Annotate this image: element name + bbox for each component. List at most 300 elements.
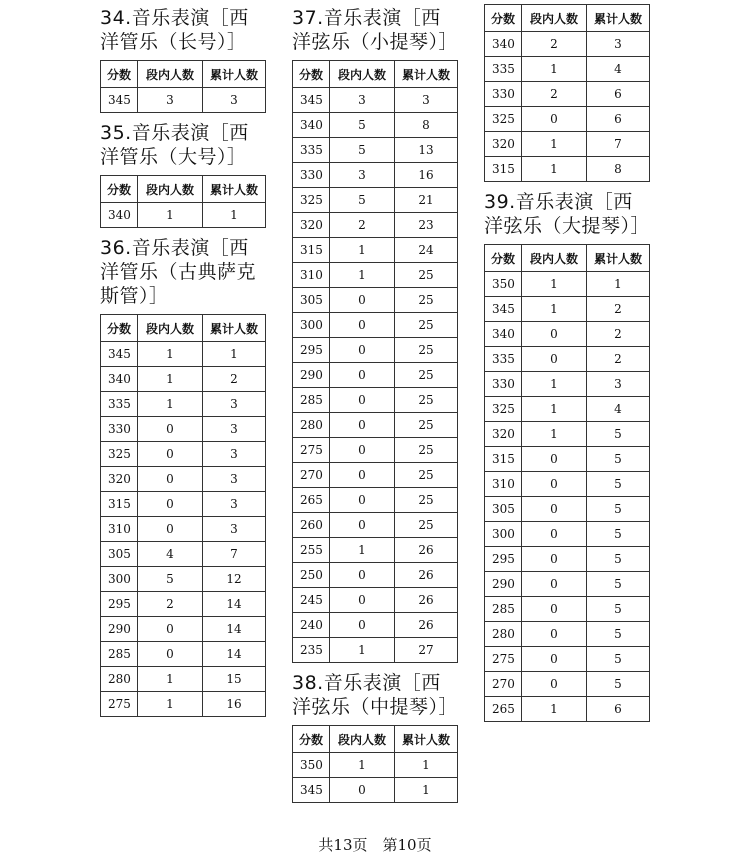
- table-row: [485, 107, 650, 132]
- table-header-row: [101, 176, 266, 203]
- table-row: [485, 132, 650, 157]
- cell-score: 245: [293, 588, 330, 613]
- score-table-38: [292, 725, 458, 803]
- cell-cumulative-count: 1: [587, 272, 650, 297]
- table-row: [485, 472, 650, 497]
- cell-cumulative-count: 7: [587, 132, 650, 157]
- table-row: [293, 288, 458, 313]
- header-score: 分数: [293, 726, 330, 753]
- cell-score: 325: [101, 442, 138, 467]
- table-row: [293, 163, 458, 188]
- cell-cumulative-count: 3: [203, 88, 266, 113]
- header-cumulative-count: 累计人数: [203, 61, 266, 88]
- cell-score: 310: [293, 263, 330, 288]
- table-row: [101, 442, 266, 467]
- cell-cumulative-count: 25: [395, 438, 458, 463]
- column-1: [100, 6, 268, 725]
- header-segment-count: 段内人数: [138, 315, 203, 342]
- cell-segment-count: 0: [138, 492, 203, 517]
- header-score: 分数: [101, 61, 138, 88]
- cell-score: 345: [101, 88, 138, 113]
- table-header-row: [101, 315, 266, 342]
- header-cumulative-count: 累计人数: [203, 176, 266, 203]
- cell-score: 320: [101, 467, 138, 492]
- header-score: 分数: [293, 61, 330, 88]
- cell-score: 265: [485, 697, 522, 722]
- cell-score: 335: [101, 392, 138, 417]
- cell-score: 285: [101, 642, 138, 667]
- cell-cumulative-count: 8: [587, 157, 650, 182]
- cell-score: 345: [485, 297, 522, 322]
- section-title-39: 39.音乐表演［西洋弦乐（大提琴）］: [484, 191, 651, 237]
- header-score: 分数: [485, 245, 522, 272]
- cell-cumulative-count: 5: [587, 597, 650, 622]
- cell-segment-count: 1: [522, 272, 587, 297]
- cell-score: 340: [485, 322, 522, 347]
- cell-cumulative-count: 14: [203, 592, 266, 617]
- cell-segment-count: 0: [330, 463, 395, 488]
- table-row: [101, 367, 266, 392]
- cell-score: 330: [101, 417, 138, 442]
- cell-cumulative-count: 3: [203, 417, 266, 442]
- section-title-38: 38.音乐表演［西洋弦乐（中提琴）］: [292, 672, 459, 718]
- cell-segment-count: 5: [330, 188, 395, 213]
- cell-score: 300: [485, 522, 522, 547]
- cell-cumulative-count: 25: [395, 513, 458, 538]
- cell-segment-count: 1: [522, 297, 587, 322]
- table-row: [485, 572, 650, 597]
- table-row: [101, 492, 266, 517]
- table-header-row: [293, 61, 458, 88]
- cell-cumulative-count: 2: [587, 347, 650, 372]
- cell-segment-count: 1: [522, 397, 587, 422]
- table-row: [101, 542, 266, 567]
- cell-segment-count: 1: [138, 667, 203, 692]
- cell-segment-count: 0: [330, 363, 395, 388]
- table-row: [293, 588, 458, 613]
- cell-segment-count: 0: [522, 347, 587, 372]
- cell-segment-count: 1: [138, 203, 203, 228]
- cell-cumulative-count: 25: [395, 488, 458, 513]
- cell-score: 285: [485, 597, 522, 622]
- cell-score: 300: [293, 313, 330, 338]
- table-row: [101, 617, 266, 642]
- table-row: [485, 32, 650, 57]
- cell-score: 345: [293, 778, 330, 803]
- cell-segment-count: 0: [138, 517, 203, 542]
- cell-segment-count: 0: [138, 442, 203, 467]
- cell-cumulative-count: 3: [203, 442, 266, 467]
- cell-cumulative-count: 3: [395, 88, 458, 113]
- cell-score: 330: [293, 163, 330, 188]
- cell-segment-count: 0: [330, 313, 395, 338]
- section-title-35: 35.音乐表演［西洋管乐（大号）］: [100, 122, 249, 168]
- cell-segment-count: 0: [330, 563, 395, 588]
- cell-cumulative-count: 3: [587, 32, 650, 57]
- table-row: [485, 647, 650, 672]
- cell-score: 340: [485, 32, 522, 57]
- cell-segment-count: 0: [138, 642, 203, 667]
- table-row: [293, 513, 458, 538]
- header-segment-count: 段内人数: [138, 61, 203, 88]
- table-row: [485, 57, 650, 82]
- cell-cumulative-count: 14: [203, 617, 266, 642]
- cell-segment-count: 1: [330, 538, 395, 563]
- cell-cumulative-count: 25: [395, 313, 458, 338]
- table-row: [485, 697, 650, 722]
- cell-score: 260: [293, 513, 330, 538]
- cell-cumulative-count: 1: [395, 753, 458, 778]
- cell-cumulative-count: 2: [587, 322, 650, 347]
- table-row: [293, 778, 458, 803]
- section-title-37: 37.音乐表演［西洋弦乐（小提琴）］: [292, 7, 459, 53]
- cell-score: 310: [485, 472, 522, 497]
- cell-score: 345: [101, 342, 138, 367]
- cell-segment-count: 0: [522, 522, 587, 547]
- cell-score: 295: [485, 547, 522, 572]
- cell-cumulative-count: 4: [587, 57, 650, 82]
- table-row: [293, 313, 458, 338]
- cell-segment-count: 0: [138, 417, 203, 442]
- cell-cumulative-count: 5: [587, 647, 650, 672]
- cell-score: 305: [293, 288, 330, 313]
- table-row: [101, 467, 266, 492]
- table-row: [293, 263, 458, 288]
- table-row: [101, 342, 266, 367]
- cell-score: 325: [485, 397, 522, 422]
- cell-cumulative-count: 5: [587, 672, 650, 697]
- cell-segment-count: 0: [522, 647, 587, 672]
- cell-score: 320: [485, 132, 522, 157]
- header-score: 分数: [101, 315, 138, 342]
- cell-cumulative-count: 15: [203, 667, 266, 692]
- cell-segment-count: 0: [522, 447, 587, 472]
- cell-segment-count: 0: [522, 672, 587, 697]
- cell-segment-count: 0: [522, 472, 587, 497]
- cell-score: 280: [485, 622, 522, 647]
- cell-score: 345: [293, 88, 330, 113]
- cell-score: 255: [293, 538, 330, 563]
- table-row: [485, 622, 650, 647]
- cell-segment-count: 1: [330, 238, 395, 263]
- cell-segment-count: 2: [522, 82, 587, 107]
- cell-cumulative-count: 26: [395, 538, 458, 563]
- cell-score: 280: [293, 413, 330, 438]
- cell-score: 290: [293, 363, 330, 388]
- cell-score: 295: [101, 592, 138, 617]
- header-segment-count: 段内人数: [330, 726, 395, 753]
- section-title-34: 34.音乐表演［西洋管乐（长号）］: [100, 7, 249, 53]
- cell-cumulative-count: 3: [203, 492, 266, 517]
- header-segment-count: 段内人数: [138, 176, 203, 203]
- score-table-38-continued: [484, 4, 650, 182]
- score-table-35: [100, 175, 266, 228]
- cell-cumulative-count: 3: [203, 517, 266, 542]
- page-footer: 共13页 第10页: [318, 836, 432, 854]
- cell-score: 305: [485, 497, 522, 522]
- cell-segment-count: 1: [330, 263, 395, 288]
- table-row: [293, 463, 458, 488]
- cell-cumulative-count: 16: [203, 692, 266, 717]
- table-row: [485, 672, 650, 697]
- cell-score: 325: [293, 188, 330, 213]
- table-row: [101, 692, 266, 717]
- table-row: [485, 347, 650, 372]
- cell-segment-count: 0: [522, 622, 587, 647]
- table-row: [485, 397, 650, 422]
- cell-score: 235: [293, 638, 330, 663]
- cell-segment-count: 0: [330, 588, 395, 613]
- table-row: [101, 567, 266, 592]
- cell-segment-count: 0: [522, 497, 587, 522]
- cell-score: 330: [485, 372, 522, 397]
- cell-segment-count: 1: [138, 342, 203, 367]
- table-row: [293, 113, 458, 138]
- cell-segment-count: 2: [330, 213, 395, 238]
- table-row: [293, 438, 458, 463]
- cell-score: 315: [101, 492, 138, 517]
- cell-cumulative-count: 25: [395, 388, 458, 413]
- cell-score: 325: [485, 107, 522, 132]
- cell-segment-count: 5: [138, 567, 203, 592]
- cell-cumulative-count: 25: [395, 463, 458, 488]
- cell-segment-count: 5: [330, 113, 395, 138]
- cell-score: 320: [293, 213, 330, 238]
- cell-score: 275: [101, 692, 138, 717]
- cell-cumulative-count: 3: [203, 392, 266, 417]
- cell-segment-count: 1: [522, 372, 587, 397]
- cell-segment-count: 0: [522, 322, 587, 347]
- cell-cumulative-count: 5: [587, 547, 650, 572]
- cell-segment-count: 0: [138, 617, 203, 642]
- header-cumulative-count: 累计人数: [395, 61, 458, 88]
- cell-score: 305: [101, 542, 138, 567]
- cell-score: 295: [293, 338, 330, 363]
- cell-cumulative-count: 25: [395, 263, 458, 288]
- cell-score: 350: [485, 272, 522, 297]
- table-row: [101, 392, 266, 417]
- table-row: [485, 597, 650, 622]
- cell-cumulative-count: 16: [395, 163, 458, 188]
- table-row: [485, 422, 650, 447]
- header-cumulative-count: 累计人数: [587, 5, 650, 32]
- cell-score: 350: [293, 753, 330, 778]
- cell-cumulative-count: 6: [587, 82, 650, 107]
- header-score: 分数: [101, 176, 138, 203]
- cell-score: 335: [293, 138, 330, 163]
- cell-cumulative-count: 1: [395, 778, 458, 803]
- table-row: [101, 203, 266, 228]
- cell-score: 275: [293, 438, 330, 463]
- cell-score: 240: [293, 613, 330, 638]
- table-row: [293, 188, 458, 213]
- header-score: 分数: [485, 5, 522, 32]
- cell-cumulative-count: 5: [587, 472, 650, 497]
- cell-segment-count: 1: [522, 422, 587, 447]
- table-row: [293, 538, 458, 563]
- table-header-row: [485, 245, 650, 272]
- table-header-row: [293, 726, 458, 753]
- cell-cumulative-count: 3: [203, 467, 266, 492]
- table-row: [293, 338, 458, 363]
- table-row: [293, 213, 458, 238]
- table-row: [485, 82, 650, 107]
- table-row: [485, 322, 650, 347]
- table-row: [485, 447, 650, 472]
- cell-score: 320: [485, 422, 522, 447]
- table-row: [293, 388, 458, 413]
- score-table-37: [292, 60, 458, 663]
- cell-segment-count: 0: [522, 547, 587, 572]
- header-cumulative-count: 累计人数: [587, 245, 650, 272]
- table-header-row: [485, 5, 650, 32]
- table-row: [293, 563, 458, 588]
- cell-cumulative-count: 27: [395, 638, 458, 663]
- cell-cumulative-count: 2: [587, 297, 650, 322]
- table-header-row: [101, 61, 266, 88]
- table-row: [485, 547, 650, 572]
- table-row: [101, 667, 266, 692]
- cell-cumulative-count: 26: [395, 563, 458, 588]
- cell-segment-count: 3: [330, 88, 395, 113]
- score-table-36: [100, 314, 266, 717]
- cell-segment-count: 1: [138, 392, 203, 417]
- table-row: [101, 517, 266, 542]
- cell-cumulative-count: 5: [587, 522, 650, 547]
- cell-segment-count: 1: [522, 132, 587, 157]
- column-3: [484, 4, 652, 730]
- header-cumulative-count: 累计人数: [203, 315, 266, 342]
- cell-score: 250: [293, 563, 330, 588]
- cell-segment-count: 3: [330, 163, 395, 188]
- cell-segment-count: 0: [522, 107, 587, 132]
- cell-cumulative-count: 8: [395, 113, 458, 138]
- cell-score: 270: [485, 672, 522, 697]
- table-row: [293, 613, 458, 638]
- cell-segment-count: 2: [138, 592, 203, 617]
- cell-score: 290: [485, 572, 522, 597]
- table-row: [485, 522, 650, 547]
- score-table-34: [100, 60, 266, 113]
- table-row: [293, 488, 458, 513]
- cell-segment-count: 1: [522, 697, 587, 722]
- cell-cumulative-count: 5: [587, 447, 650, 472]
- cell-segment-count: 0: [138, 467, 203, 492]
- cell-score: 280: [101, 667, 138, 692]
- table-row: [485, 272, 650, 297]
- header-segment-count: 段内人数: [522, 5, 587, 32]
- cell-segment-count: 0: [330, 488, 395, 513]
- cell-score: 315: [485, 447, 522, 472]
- cell-cumulative-count: 13: [395, 138, 458, 163]
- cell-segment-count: 0: [330, 413, 395, 438]
- table-row: [293, 88, 458, 113]
- cell-cumulative-count: 6: [587, 697, 650, 722]
- cell-cumulative-count: 26: [395, 588, 458, 613]
- cell-cumulative-count: 24: [395, 238, 458, 263]
- table-row: [485, 497, 650, 522]
- cell-cumulative-count: 5: [587, 497, 650, 522]
- cell-segment-count: 0: [330, 778, 395, 803]
- cell-score: 310: [101, 517, 138, 542]
- cell-cumulative-count: 5: [587, 572, 650, 597]
- cell-cumulative-count: 7: [203, 542, 266, 567]
- cell-segment-count: 0: [330, 388, 395, 413]
- cell-cumulative-count: 1: [203, 342, 266, 367]
- cell-score: 290: [101, 617, 138, 642]
- cell-score: 340: [101, 203, 138, 228]
- header-cumulative-count: 累计人数: [395, 726, 458, 753]
- table-row: [293, 638, 458, 663]
- cell-segment-count: 4: [138, 542, 203, 567]
- cell-cumulative-count: 3: [587, 372, 650, 397]
- cell-segment-count: 1: [330, 638, 395, 663]
- cell-score: 285: [293, 388, 330, 413]
- cell-cumulative-count: 12: [203, 567, 266, 592]
- section-title-36: 36.音乐表演［西洋管乐（古典萨克斯管）］: [100, 237, 257, 307]
- cell-segment-count: 1: [138, 692, 203, 717]
- cell-cumulative-count: 26: [395, 613, 458, 638]
- cell-cumulative-count: 5: [587, 422, 650, 447]
- cell-score: 340: [101, 367, 138, 392]
- cell-score: 335: [485, 57, 522, 82]
- cell-cumulative-count: 25: [395, 338, 458, 363]
- cell-cumulative-count: 23: [395, 213, 458, 238]
- cell-segment-count: 0: [330, 338, 395, 363]
- cell-cumulative-count: 4: [587, 397, 650, 422]
- cell-segment-count: 1: [522, 157, 587, 182]
- cell-segment-count: 1: [330, 753, 395, 778]
- table-row: [293, 753, 458, 778]
- table-row: [293, 413, 458, 438]
- cell-score: 315: [293, 238, 330, 263]
- table-row: [485, 157, 650, 182]
- cell-score: 270: [293, 463, 330, 488]
- table-row: [101, 417, 266, 442]
- cell-score: 315: [485, 157, 522, 182]
- cell-segment-count: 3: [138, 88, 203, 113]
- cell-cumulative-count: 5: [587, 622, 650, 647]
- cell-segment-count: 0: [330, 288, 395, 313]
- cell-segment-count: 2: [522, 32, 587, 57]
- score-table-39: [484, 244, 650, 722]
- table-row: [485, 297, 650, 322]
- table-row: [293, 138, 458, 163]
- cell-cumulative-count: 25: [395, 413, 458, 438]
- table-row: [101, 642, 266, 667]
- table-row: [101, 592, 266, 617]
- cell-segment-count: 0: [330, 513, 395, 538]
- cell-segment-count: 5: [330, 138, 395, 163]
- cell-segment-count: 0: [522, 597, 587, 622]
- cell-score: 275: [485, 647, 522, 672]
- cell-score: 340: [293, 113, 330, 138]
- table-row: [293, 363, 458, 388]
- cell-cumulative-count: 1: [203, 203, 266, 228]
- cell-score: 300: [101, 567, 138, 592]
- cell-cumulative-count: 2: [203, 367, 266, 392]
- cell-score: 330: [485, 82, 522, 107]
- cell-segment-count: 1: [138, 367, 203, 392]
- cell-segment-count: 0: [330, 613, 395, 638]
- cell-cumulative-count: 6: [587, 107, 650, 132]
- cell-score: 265: [293, 488, 330, 513]
- cell-cumulative-count: 21: [395, 188, 458, 213]
- cell-score: 335: [485, 347, 522, 372]
- cell-segment-count: 0: [330, 438, 395, 463]
- header-segment-count: 段内人数: [330, 61, 395, 88]
- table-row: [101, 88, 266, 113]
